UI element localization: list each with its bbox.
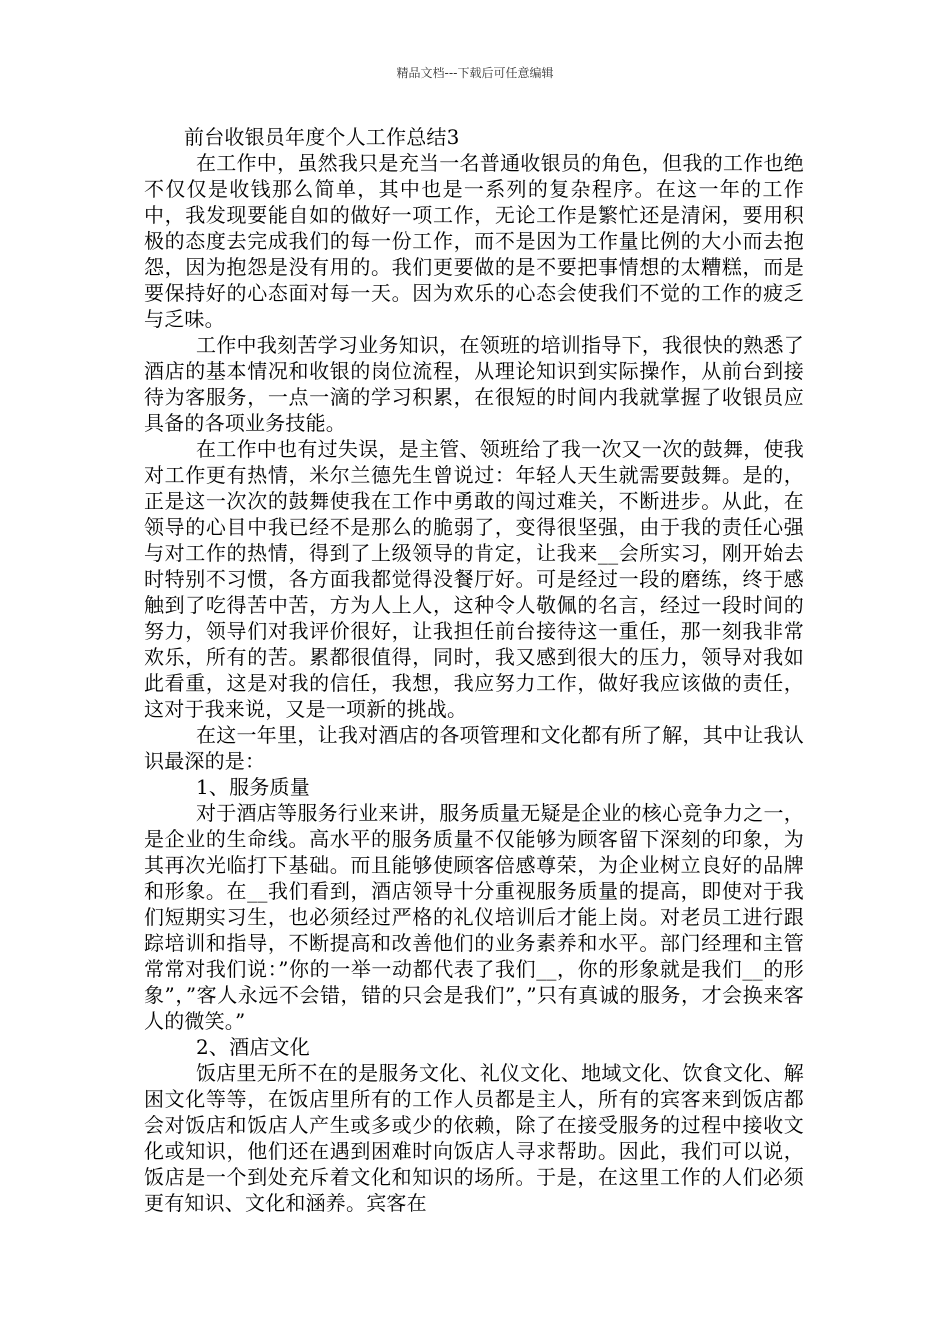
document-title: 前台收银员年度个人工作总结3 <box>184 125 460 149</box>
page-header: 精品文档---下载后可任意编辑 <box>396 66 554 80</box>
paragraph: 工作中我刻苦学习业务知识，在领班的培训指导下，我很快的熟悉了酒店的基本情况和收银的岗位流程，从理论知识到实际操作，从前台到接待为客服务，一点一滴的学习积累，在很短的时间内我就掌握了收银员应具备的各项业务技能。 <box>144 333 804 435</box>
paragraph: 在工作中也有过失误，是主管、领班给了我一次又一次的鼓舞，使我对工作更有热情，米尔兰德先生曾说过：年轻人天生就需要鼓舞。是的，正是这一次次的鼓舞使我在工作中勇敢的闯过难关，不断进步。从此，在领导的心目中我已经不是那么的脆弱了，变得很坚强，由于我的责任心强与对工作的热情，得到了上级领导的肯定，让我来__会所实习，刚开始去时特别不习惯，各方面我都觉得没餐厅好。可是经过一段的磨练，终于感触到了吃得苦中苦，方为人上人，这种令人敬佩的名言，经过一段时间的努力，领导们对我评价很好，让我担任前台接待这一重任，那一刻我非常欢乐，所有的苦。累都很值得，同时，我又感到很大的压力，领导对我如此看重，这是对我的信任，我想，我应努力工作，做好我应该做的责任，这对于我来说，又是一项新的挑战。 <box>144 437 804 721</box>
section-heading: 1、服务质量 <box>196 775 310 799</box>
document-body <box>144 124 804 1216</box>
paragraph: 对于酒店等服务行业来讲，服务质量无疑是企业的核心竞争力之一，是企业的生命线。高水平的服务质量不仅能够为顾客留下深刻的印象，为其再次光临打下基础。而且能够使顾客倍感尊荣，为企业树立良好的品牌和形象。在__我们看到，酒店领导十分重视服务质量的提高，即使对于我们短期实习生，也必须经过严格的礼仪培训后才能上岗。对老员工进行跟踪培训和指导，不断提高和改善他们的业务素养和水平。部门经理和主管常常对我们说：”你的一举一动都代表了我们__，你的形象就是我们__的形象”，”客人永远不会错，错的只会是我们”，”只有真诚的服务，才会换来客人的微笑。” <box>144 801 804 1033</box>
paragraph: 在工作中，虽然我只是充当一名普通收银员的角色，但我的工作也绝不仅仅是收钱那么简单，其中也是一系列的复杂程序。在这一年的工作中，我发现要能自如的做好一项工作，无论工作是繁忙还是清闲，要用积极的态度去完成我们的每一份工作，而不是因为工作量比例的大小而去抱怨，因为抱怨是没有用的。我们更要做的是不要把事情想的太糟糕，而是要保持好的心态面对每一天。因为欢乐的心态会使我们不觉的工作的疲乏与乏味。 <box>144 151 804 331</box>
paragraph: 饭店里无所不在的是服务文化、礼仪文化、地域文化、饮食文化、解困文化等等，在饭店里所有的工作人员都是主人，所有的宾客来到饭店都会对饭店和饭店人产生或多或少的依赖，除了在接受服务的过程中接收文化或知识，他们还在遇到困难时向饭店人寻求帮助。因此，我们可以说，饭店是一个到处充斥着文化和知识的场所。于是，在这里工作的人们必须更有知识、文化和涵养。宾客在 <box>144 1061 804 1215</box>
paragraph: 在这一年里，让我对酒店的各项管理和文化都有所了解，其中让我认识最深的是： <box>144 723 804 773</box>
section-heading: 2、酒店文化 <box>196 1035 310 1059</box>
